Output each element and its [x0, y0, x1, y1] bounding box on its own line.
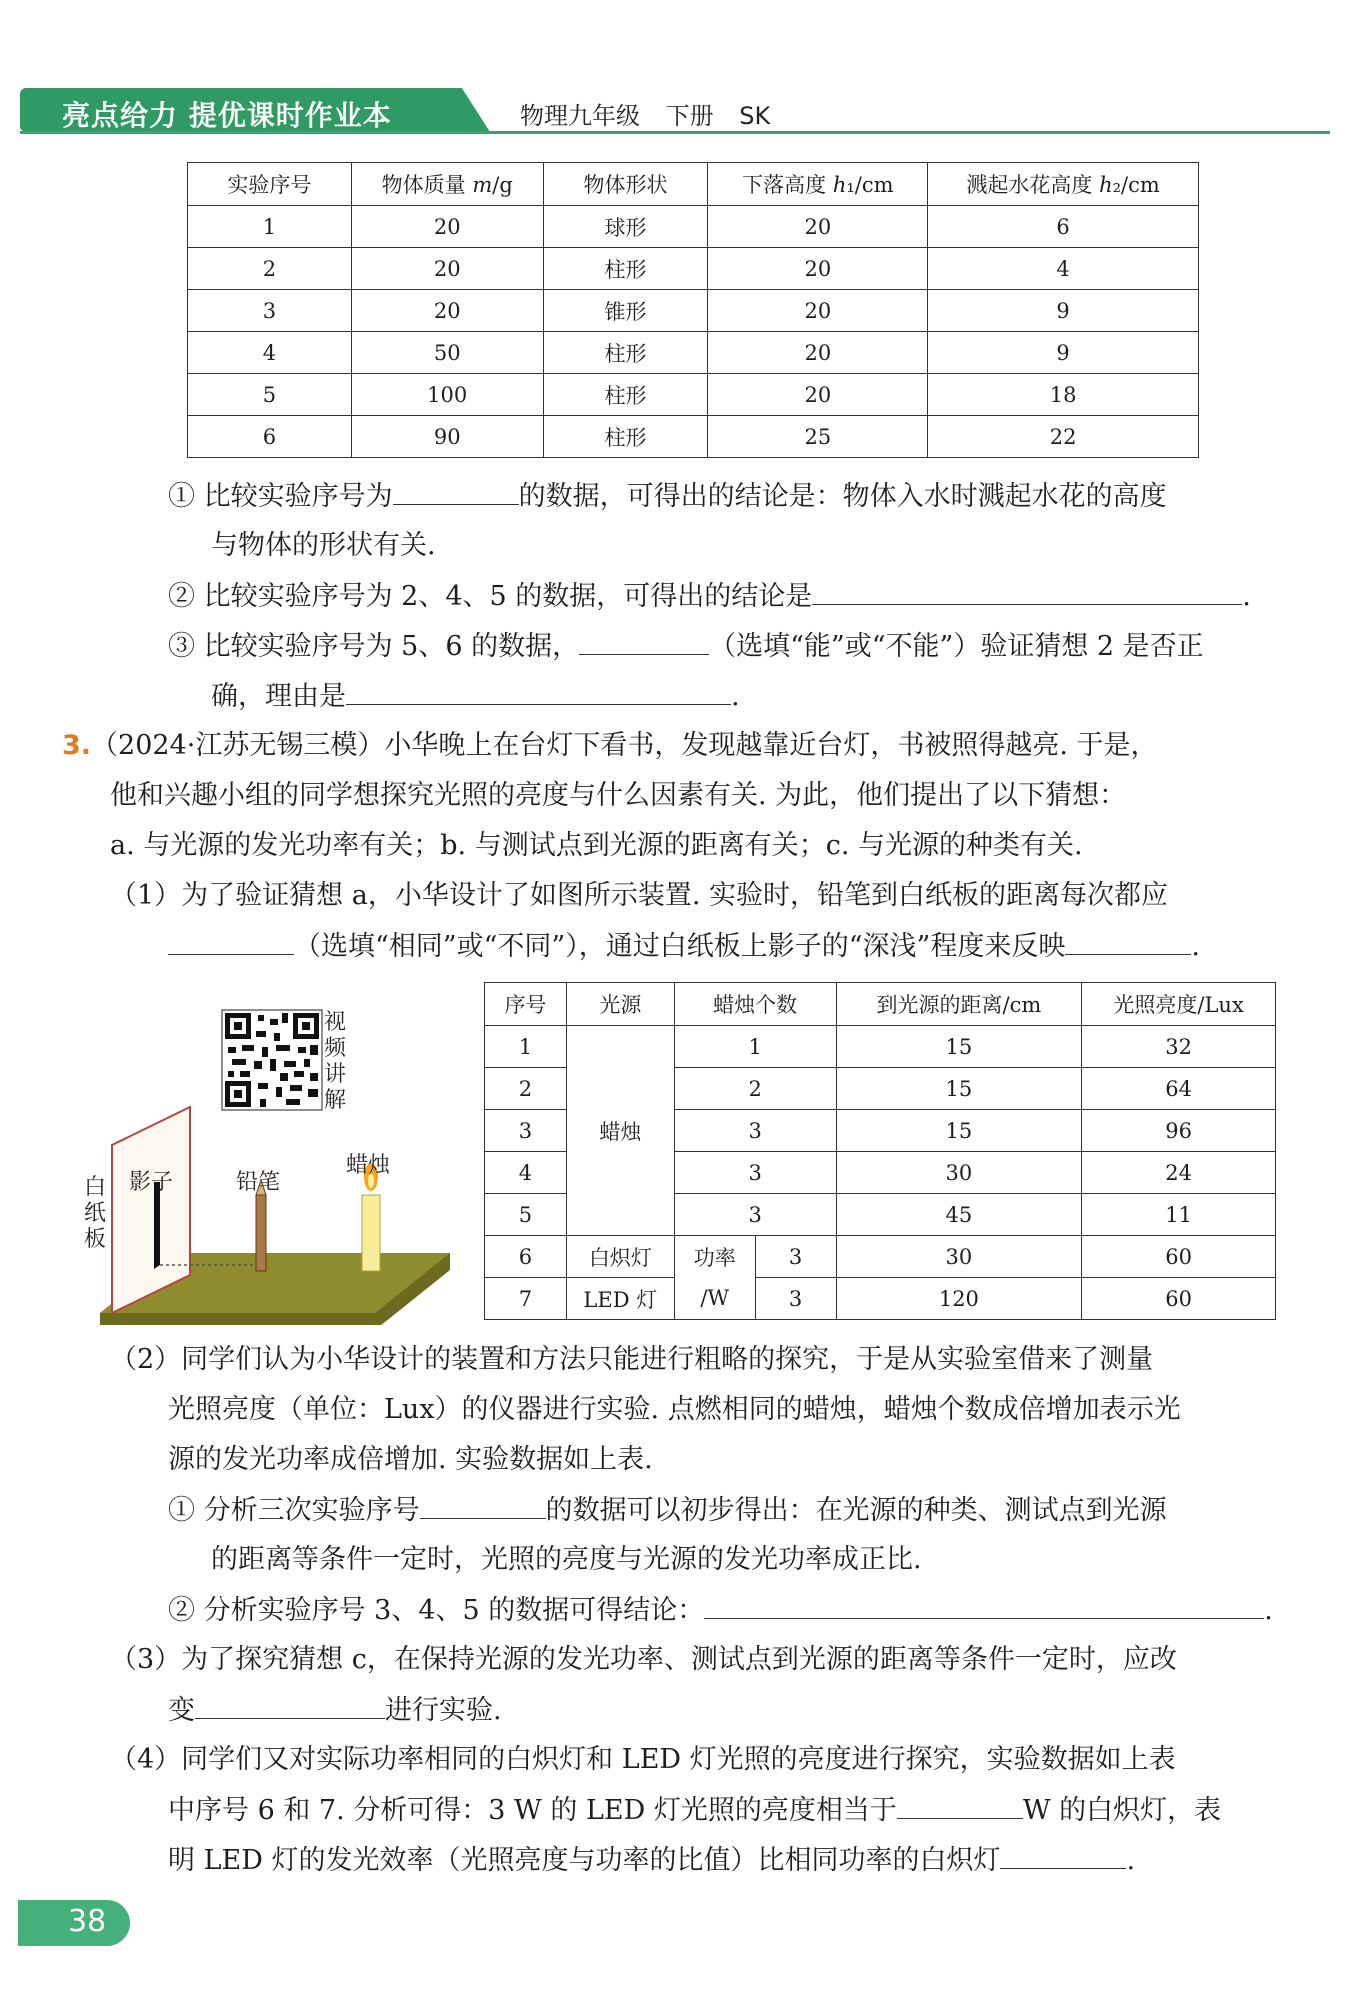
- answer-blank[interactable]: [195, 1692, 385, 1719]
- table-cell: 柱形: [543, 332, 708, 374]
- table-cell: 32: [1082, 1026, 1276, 1068]
- qr-code-icon: [222, 1010, 322, 1110]
- table-cell: 96: [1082, 1110, 1276, 1152]
- table-row: [188, 248, 1199, 290]
- table-cell: 2: [674, 1068, 836, 1110]
- table-cell: 7: [485, 1278, 567, 1320]
- table-cell: 64: [1082, 1068, 1276, 1110]
- table-row: [188, 290, 1199, 332]
- table-cell: 3: [755, 1278, 836, 1320]
- table-row: [485, 1278, 1276, 1320]
- board-label: 白纸板: [84, 1175, 107, 1252]
- table-cell: 锥形: [543, 290, 708, 332]
- table-cell: 1: [188, 206, 352, 248]
- q2-item-1: [168, 478, 1167, 515]
- q3-part-3: （3）为了探究猜想 c，在保持光源的发光功率、测试点到光源的距离等条件一定时，应改: [110, 1644, 1177, 1675]
- q3-line-2: 他和兴趣小组的同学想探究光照的亮度与什么因素有关. 为此，他们提出了以下猜想：: [110, 780, 1127, 811]
- table-cell: 白炽灯: [566, 1236, 674, 1278]
- text: 明 LED 灯的发光效率（光照亮度与功率的比值）比相同功率的白炽灯: [168, 1845, 1001, 1876]
- table-cell: 柱形: [543, 416, 708, 458]
- table-cell: 3: [485, 1110, 567, 1152]
- table-cell: 30: [836, 1236, 1082, 1278]
- q3-part-1-cont: （选填“相同”或“不同”），通过白纸板上影子的“深浅”程度来反映 .: [168, 928, 1200, 965]
- series-title: 亮点给力 提优课时作业本: [62, 99, 392, 132]
- table-header-cell: 溅起水花高度 h₂/cm: [928, 163, 1199, 206]
- answer-blank[interactable]: [579, 628, 709, 655]
- q3-part-3-cont: [168, 1692, 502, 1729]
- table-header-cell: 到光源的距离/cm: [836, 983, 1082, 1026]
- table-row: [485, 1236, 1276, 1278]
- question-number: 3.: [62, 730, 92, 761]
- table-cell: 15: [836, 1026, 1082, 1068]
- table-cell: 30: [836, 1152, 1082, 1194]
- table-cell: 柱形: [543, 248, 708, 290]
- table-header-row: [485, 983, 1276, 1026]
- table-cell: 6: [928, 206, 1199, 248]
- splash-table: [187, 162, 1199, 458]
- answer-blank[interactable]: [897, 1792, 1023, 1819]
- q2-item-3: [168, 628, 1204, 665]
- table-cell: 3: [188, 290, 352, 332]
- answer-blank[interactable]: [812, 578, 1242, 605]
- table-row: [188, 374, 1199, 416]
- table-cell: 3: [674, 1152, 836, 1194]
- q3-part-2: （2）同学们认为小华设计的装置和方法只能进行粗略的探究，于是从实验室借来了测量: [110, 1344, 1154, 1375]
- table-header-cell: 光源: [566, 983, 674, 1026]
- text: ① 分析三次实验序号: [168, 1495, 420, 1526]
- text: 确，理由是: [211, 681, 346, 712]
- q3-part-4-line-2: [168, 1792, 1221, 1829]
- table-cell: 9: [928, 290, 1199, 332]
- table-cell: 22: [928, 416, 1199, 458]
- table-cell: 5: [188, 374, 352, 416]
- table-cell: 20: [708, 374, 928, 416]
- text: 变: [168, 1695, 195, 1726]
- answer-blank[interactable]: [1000, 1842, 1126, 1869]
- brightness-table: [484, 982, 1276, 1320]
- table-cell: LED 灯: [566, 1278, 674, 1320]
- q3-part-4: （4）同学们又对实际功率相同的白炽灯和 LED 灯光照的亮度进行探究，实验数据如上表: [110, 1744, 1176, 1775]
- candle-label: 蜡烛: [346, 1153, 391, 1178]
- pencil-label: 铅笔: [236, 1170, 281, 1195]
- table-cell: 20: [351, 206, 543, 248]
- shadow-label: 影子: [129, 1170, 174, 1195]
- text: W 的白炽灯，表: [1022, 1795, 1222, 1826]
- table-cell: 20: [708, 206, 928, 248]
- text: ② 分析实验序号 3、4、5 的数据可得结论：: [168, 1595, 705, 1626]
- table-cell: 60: [1082, 1278, 1276, 1320]
- text: /W: [700, 1285, 730, 1310]
- q3-line-1: [62, 728, 1158, 764]
- pencil: [256, 1195, 266, 1271]
- answer-blank[interactable]: [420, 1492, 546, 1519]
- table-cell: 3: [674, 1110, 836, 1152]
- table-header-cell: 下落高度 h₁/cm: [708, 163, 928, 206]
- table-cell: 9: [928, 332, 1199, 374]
- table-cell: 15: [836, 1110, 1082, 1152]
- table-cell: 20: [708, 248, 928, 290]
- text: （2024·江苏无锡三模）小华晚上在台灯下看书，发现越靠近台灯，书被照得越亮. 于是，: [91, 730, 1158, 761]
- table-cell: 100: [351, 374, 543, 416]
- answer-blank[interactable]: [393, 478, 519, 505]
- text: 功率: [693, 1245, 736, 1270]
- table-header-cell: 序号: [485, 983, 567, 1026]
- table-cell: 20: [708, 332, 928, 374]
- text: 进行实验.: [385, 1695, 502, 1726]
- table-cell: 120: [836, 1278, 1082, 1320]
- table-cell: 6: [188, 416, 352, 458]
- q2-item-3-cont: 确，理由是 .: [211, 678, 740, 715]
- table-row: [188, 206, 1199, 248]
- table-cell: 45: [836, 1194, 1082, 1236]
- q3-part-2-item-1-cont: 的距离等条件一定时，光照的亮度与光源的发光功率成正比.: [211, 1544, 922, 1575]
- table-header-cell: 物体形状: [543, 163, 708, 206]
- answer-blank[interactable]: [346, 678, 731, 705]
- text: ① 比较实验序号为: [168, 481, 393, 512]
- table-cell: 20: [351, 290, 543, 332]
- table-cell: 6: [485, 1236, 567, 1278]
- q3-part-2-item-1: [168, 1492, 1167, 1529]
- table-header-cell: 物体质量 m/g: [351, 163, 543, 206]
- table-header-cell: 光照亮度/Lux: [1082, 983, 1276, 1026]
- text: （选填“相同”或“不同”），通过白纸板上影子的“深浅”程度来反映: [294, 931, 1066, 962]
- q3-part-1: （1）为了验证猜想 a，小华设计了如图所示装置. 实验时，铅笔到白纸板的距离每次都应: [110, 880, 1169, 911]
- answer-blank[interactable]: [168, 928, 294, 955]
- table-cell: 3: [755, 1236, 836, 1278]
- experiment-figure: [80, 995, 460, 1325]
- text: ② 比较实验序号为 2、4、5 的数据，可得出的结论是: [168, 581, 813, 612]
- table-cell: 3: [674, 1194, 836, 1236]
- table-cell: 18: [928, 374, 1199, 416]
- table-cell: 25: [708, 416, 928, 458]
- table-cell: 60: [1082, 1236, 1276, 1278]
- table-cell: 20: [708, 290, 928, 332]
- table-header-row: [188, 163, 1199, 206]
- table-cell: 2: [485, 1068, 567, 1110]
- table-row: [485, 1026, 1276, 1068]
- q3-part-2-line-2: 光照亮度（单位：Lux）的仪器进行实验. 点燃相同的蜡烛，蜡烛个数成倍增加表示光: [168, 1394, 1181, 1425]
- q3-part-2-item-2: ② 分析实验序号 3、4、5 的数据可得结论： .: [168, 1592, 1273, 1629]
- answer-blank[interactable]: [1065, 928, 1191, 955]
- table-cell: 15: [836, 1068, 1082, 1110]
- q3-line-3: a. 与光源的发光功率有关；b. 与测试点到光源的距离有关；c. 与光源的种类有关.: [110, 830, 1083, 861]
- table-cell: 5: [485, 1194, 567, 1236]
- table-cell: 1: [674, 1026, 836, 1068]
- page-number: 38: [68, 1904, 107, 1939]
- table-cell: 90: [351, 416, 543, 458]
- table-cell: 1: [485, 1026, 567, 1068]
- text: 中序号 6 和 7. 分析可得：3 W 的 LED 灯光照的亮度相当于: [168, 1795, 897, 1826]
- table-cell: 2: [188, 248, 352, 290]
- text: （选填“能”或“不能”）验证猜想 2 是否正: [709, 631, 1204, 662]
- table-cell: 11: [1082, 1194, 1276, 1236]
- table-cell: 球形: [543, 206, 708, 248]
- q2-item-2: ② 比较实验序号为 2、4、5 的数据，可得出的结论是 .: [168, 578, 1251, 615]
- qr-label: 视频讲解: [324, 1010, 347, 1113]
- book-title: 物理九年级 下册 SK: [520, 102, 771, 130]
- q3-part-2-line-3: 源的发光功率成倍增加. 实验数据如上表.: [168, 1444, 653, 1475]
- table-header-cell: 蜡烛个数: [674, 983, 836, 1026]
- power-label-cell: [674, 1236, 755, 1320]
- table-header-cell: 实验序号: [188, 163, 352, 206]
- table-cell: 4: [485, 1152, 567, 1194]
- text: ③ 比较实验序号为 5、6 的数据，: [168, 631, 580, 662]
- candle: [362, 1195, 380, 1271]
- q3-part-4-line-3: 明 LED 灯的发光效率（光照亮度与功率的比值）比相同功率的白炽灯 .: [168, 1842, 1135, 1879]
- table-cell: 24: [1082, 1152, 1276, 1194]
- q2-item-1-cont: 与物体的形状有关.: [211, 530, 436, 561]
- answer-blank[interactable]: [704, 1592, 1264, 1619]
- table-cell: 50: [351, 332, 543, 374]
- table-row: [188, 416, 1199, 458]
- text: 的数据可以初步得出：在光源的种类、测试点到光源: [545, 1495, 1167, 1526]
- table-cell: 柱形: [543, 374, 708, 416]
- text: 的数据，可得出的结论是：物体入水时溅起水花的高度: [518, 481, 1167, 512]
- table-cell: 蜡烛: [566, 1026, 674, 1236]
- table-cell: 20: [351, 248, 543, 290]
- table-row: [188, 332, 1199, 374]
- table-cell: 4: [928, 248, 1199, 290]
- table-cell: 4: [188, 332, 352, 374]
